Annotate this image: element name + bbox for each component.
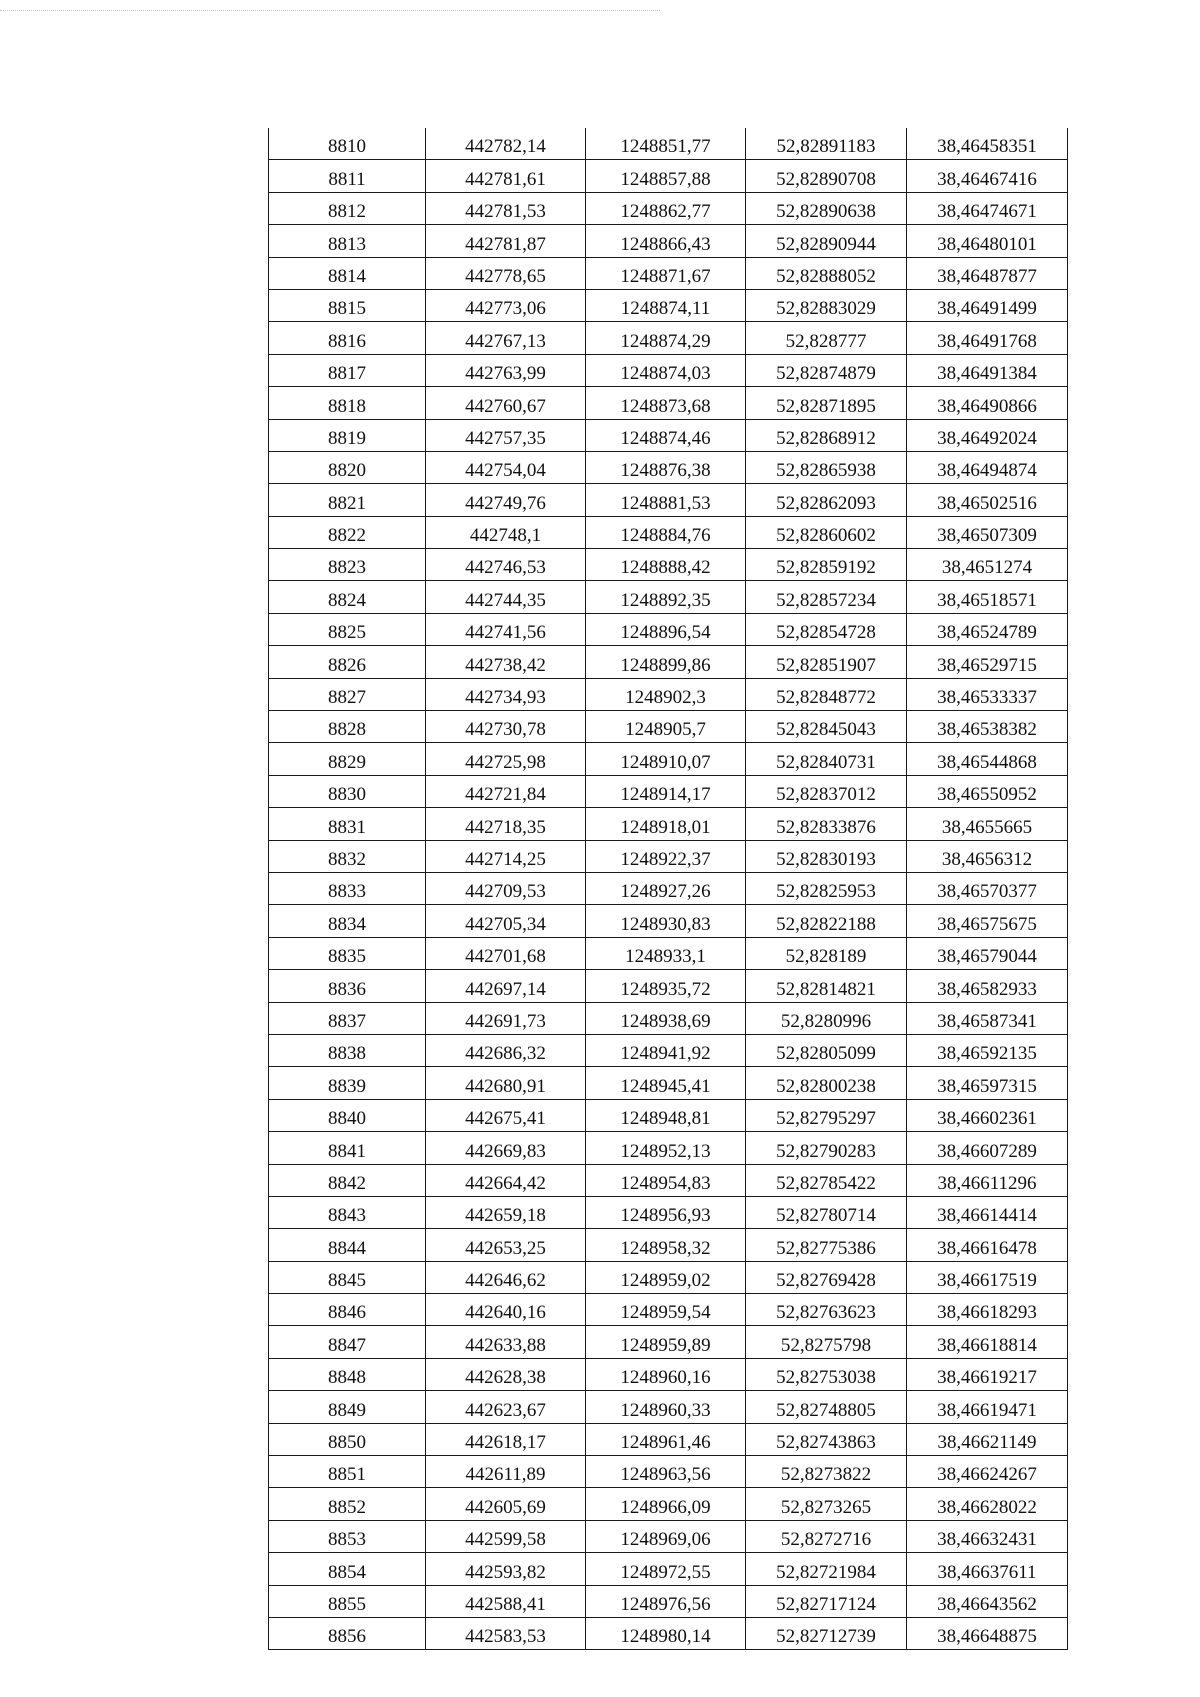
table-row [269,419,1068,451]
longitude-cell: 38,46491768 [907,322,1068,354]
x-coordinate-cell: 442741,56 [426,613,586,645]
point-number-cell: 8825 [269,613,426,645]
x-coordinate-cell: 442583,53 [426,1617,586,1649]
table-row [269,387,1068,419]
x-coordinate-cell: 442709,53 [426,872,586,904]
x-coordinate-cell: 442781,87 [426,225,586,257]
latitude-cell: 52,82712739 [746,1617,907,1649]
point-number-cell: 8839 [269,1067,426,1099]
latitude-cell: 52,82753038 [746,1358,907,1390]
x-coordinate-cell: 442705,34 [426,905,586,937]
table-row [269,743,1068,775]
latitude-cell: 52,82868912 [746,419,907,451]
table-row [269,1358,1068,1390]
point-number-cell: 8849 [269,1391,426,1423]
latitude-cell: 52,82822188 [746,905,907,937]
x-coordinate-cell: 442686,32 [426,1034,586,1066]
table-row [269,1617,1068,1649]
y-coordinate-cell: 1248972,55 [586,1553,746,1585]
table-row [269,840,1068,872]
table-row [269,1067,1068,1099]
latitude-cell: 52,82748805 [746,1391,907,1423]
latitude-cell: 52,82840731 [746,743,907,775]
point-number-cell: 8836 [269,970,426,1002]
table-row [269,322,1068,354]
y-coordinate-cell: 1248945,41 [586,1067,746,1099]
y-coordinate-cell: 1248960,16 [586,1358,746,1390]
longitude-cell: 38,46544868 [907,743,1068,775]
longitude-cell: 38,46648875 [907,1617,1068,1649]
longitude-cell: 38,46494874 [907,451,1068,483]
point-number-cell: 8817 [269,354,426,386]
table-row [269,1391,1068,1423]
point-number-cell: 8854 [269,1553,426,1585]
table-row [269,1553,1068,1585]
y-coordinate-cell: 1248969,06 [586,1520,746,1552]
x-coordinate-cell: 442611,89 [426,1456,586,1488]
x-coordinate-cell: 442628,38 [426,1358,586,1390]
longitude-cell: 38,46487877 [907,257,1068,289]
y-coordinate-cell: 1248941,92 [586,1034,746,1066]
latitude-cell: 52,82888052 [746,257,907,289]
point-number-cell: 8818 [269,387,426,419]
latitude-cell: 52,8273265 [746,1488,907,1520]
longitude-cell: 38,46632431 [907,1520,1068,1552]
latitude-cell: 52,82780714 [746,1196,907,1228]
x-coordinate-cell: 442757,35 [426,419,586,451]
table-row [269,128,1068,160]
longitude-cell: 38,46491499 [907,289,1068,321]
point-number-cell: 8826 [269,646,426,678]
point-number-cell: 8845 [269,1261,426,1293]
point-number-cell: 8844 [269,1229,426,1261]
y-coordinate-cell: 1248905,7 [586,711,746,743]
point-number-cell: 8855 [269,1585,426,1617]
table-row [269,775,1068,807]
table-row [269,484,1068,516]
latitude-cell: 52,82860602 [746,516,907,548]
point-number-cell: 8848 [269,1358,426,1390]
y-coordinate-cell: 1248896,54 [586,613,746,645]
y-coordinate-cell: 1248980,14 [586,1617,746,1649]
longitude-cell: 38,46570377 [907,872,1068,904]
longitude-cell: 38,46643562 [907,1585,1068,1617]
x-coordinate-cell: 442599,58 [426,1520,586,1552]
point-number-cell: 8824 [269,581,426,613]
longitude-cell: 38,46618814 [907,1326,1068,1358]
latitude-cell: 52,82775386 [746,1229,907,1261]
x-coordinate-cell: 442748,1 [426,516,586,548]
longitude-cell: 38,46637611 [907,1553,1068,1585]
table-row [269,808,1068,840]
latitude-cell: 52,82857234 [746,581,907,613]
x-coordinate-cell: 442778,65 [426,257,586,289]
longitude-cell: 38,46538382 [907,711,1068,743]
y-coordinate-cell: 1248922,37 [586,840,746,872]
longitude-cell: 38,46529715 [907,646,1068,678]
x-coordinate-cell: 442680,91 [426,1067,586,1099]
point-number-cell: 8847 [269,1326,426,1358]
point-number-cell: 8846 [269,1294,426,1326]
y-coordinate-cell: 1248954,83 [586,1164,746,1196]
longitude-cell: 38,4651274 [907,549,1068,581]
longitude-cell: 38,46587341 [907,1002,1068,1034]
latitude-cell: 52,82874879 [746,354,907,386]
longitude-cell: 38,46624267 [907,1456,1068,1488]
x-coordinate-cell: 442714,25 [426,840,586,872]
x-coordinate-cell: 442734,93 [426,678,586,710]
point-number-cell: 8841 [269,1132,426,1164]
x-coordinate-cell: 442749,76 [426,484,586,516]
table-row [269,192,1068,224]
x-coordinate-cell: 442659,18 [426,1196,586,1228]
point-number-cell: 8815 [269,289,426,321]
longitude-cell: 38,46518571 [907,581,1068,613]
table-row [269,451,1068,483]
x-coordinate-cell: 442721,84 [426,775,586,807]
table-row [269,1585,1068,1617]
table-row [269,1456,1068,1488]
latitude-cell: 52,82851907 [746,646,907,678]
x-coordinate-cell: 442773,06 [426,289,586,321]
x-coordinate-cell: 442593,82 [426,1553,586,1585]
y-coordinate-cell: 1248938,69 [586,1002,746,1034]
longitude-cell: 38,46490866 [907,387,1068,419]
x-coordinate-cell: 442718,35 [426,808,586,840]
y-coordinate-cell: 1248888,42 [586,549,746,581]
longitude-cell: 38,46628022 [907,1488,1068,1520]
y-coordinate-cell: 1248958,32 [586,1229,746,1261]
y-coordinate-cell: 1248862,77 [586,192,746,224]
point-number-cell: 8811 [269,160,426,192]
x-coordinate-cell: 442730,78 [426,711,586,743]
table-row [269,160,1068,192]
y-coordinate-cell: 1248959,54 [586,1294,746,1326]
y-coordinate-cell: 1248899,86 [586,646,746,678]
table-row [269,354,1068,386]
point-number-cell: 8828 [269,711,426,743]
table-row [269,1132,1068,1164]
latitude-cell: 52,82805099 [746,1034,907,1066]
latitude-cell: 52,82814821 [746,970,907,1002]
point-number-cell: 8816 [269,322,426,354]
x-coordinate-cell: 442781,53 [426,192,586,224]
point-number-cell: 8838 [269,1034,426,1066]
coordinates-table-body [269,128,1068,1650]
x-coordinate-cell: 442640,16 [426,1294,586,1326]
table-row [269,1261,1068,1293]
longitude-cell: 38,46597315 [907,1067,1068,1099]
table-row [269,1164,1068,1196]
table-row [269,646,1068,678]
x-coordinate-cell: 442588,41 [426,1585,586,1617]
x-coordinate-cell: 442653,25 [426,1229,586,1261]
y-coordinate-cell: 1248874,03 [586,354,746,386]
point-number-cell: 8850 [269,1423,426,1455]
longitude-cell: 38,46592135 [907,1034,1068,1066]
longitude-cell: 38,46502516 [907,484,1068,516]
y-coordinate-cell: 1248851,77 [586,128,746,160]
longitude-cell: 38,46507309 [907,516,1068,548]
longitude-cell: 38,46458351 [907,128,1068,160]
y-coordinate-cell: 1248935,72 [586,970,746,1002]
table-row [269,711,1068,743]
longitude-cell: 38,46550952 [907,775,1068,807]
coordinates-table [268,128,1068,1650]
latitude-cell: 52,82845043 [746,711,907,743]
table-row [269,289,1068,321]
longitude-cell: 38,46474671 [907,192,1068,224]
latitude-cell: 52,82717124 [746,1585,907,1617]
table-row [269,1034,1068,1066]
latitude-cell: 52,82854728 [746,613,907,645]
longitude-cell: 38,46611296 [907,1164,1068,1196]
point-number-cell: 8819 [269,419,426,451]
longitude-cell: 38,4655665 [907,808,1068,840]
longitude-cell: 38,46492024 [907,419,1068,451]
longitude-cell: 38,46619471 [907,1391,1068,1423]
longitude-cell: 38,46579044 [907,937,1068,969]
y-coordinate-cell: 1248927,26 [586,872,746,904]
table-row [269,257,1068,289]
table-row [269,678,1068,710]
x-coordinate-cell: 442646,62 [426,1261,586,1293]
x-coordinate-cell: 442605,69 [426,1488,586,1520]
latitude-cell: 52,82800238 [746,1067,907,1099]
latitude-cell: 52,82743863 [746,1423,907,1455]
latitude-cell: 52,8272716 [746,1520,907,1552]
y-coordinate-cell: 1248966,09 [586,1488,746,1520]
x-coordinate-cell: 442691,73 [426,1002,586,1034]
point-number-cell: 8830 [269,775,426,807]
longitude-cell: 38,46616478 [907,1229,1068,1261]
y-coordinate-cell: 1248892,35 [586,581,746,613]
x-coordinate-cell: 442760,67 [426,387,586,419]
table-row [269,905,1068,937]
x-coordinate-cell: 442763,99 [426,354,586,386]
point-number-cell: 8837 [269,1002,426,1034]
point-number-cell: 8851 [269,1456,426,1488]
longitude-cell: 38,46533337 [907,678,1068,710]
latitude-cell: 52,8273822 [746,1456,907,1488]
table-row [269,549,1068,581]
latitude-cell: 52,82890638 [746,192,907,224]
point-number-cell: 8843 [269,1196,426,1228]
latitude-cell: 52,82890944 [746,225,907,257]
y-coordinate-cell: 1248918,01 [586,808,746,840]
y-coordinate-cell: 1248910,07 [586,743,746,775]
table-row [269,1520,1068,1552]
longitude-cell: 38,46575675 [907,905,1068,937]
x-coordinate-cell: 442754,04 [426,451,586,483]
longitude-cell: 38,46619217 [907,1358,1068,1390]
latitude-cell: 52,828777 [746,322,907,354]
latitude-cell: 52,82825953 [746,872,907,904]
y-coordinate-cell: 1248959,02 [586,1261,746,1293]
y-coordinate-cell: 1248874,46 [586,419,746,451]
point-number-cell: 8831 [269,808,426,840]
y-coordinate-cell: 1248956,93 [586,1196,746,1228]
table-row [269,1326,1068,1358]
longitude-cell: 38,46602361 [907,1099,1068,1131]
latitude-cell: 52,82891183 [746,128,907,160]
table-row [269,1002,1068,1034]
y-coordinate-cell: 1248948,81 [586,1099,746,1131]
latitude-cell: 52,82833876 [746,808,907,840]
y-coordinate-cell: 1248930,83 [586,905,746,937]
y-coordinate-cell: 1248874,11 [586,289,746,321]
table-row [269,1488,1068,1520]
y-coordinate-cell: 1248874,29 [586,322,746,354]
scan-artifact-line [0,10,660,11]
point-number-cell: 8820 [269,451,426,483]
y-coordinate-cell: 1248871,67 [586,257,746,289]
point-number-cell: 8834 [269,905,426,937]
point-number-cell: 8832 [269,840,426,872]
y-coordinate-cell: 1248976,56 [586,1585,746,1617]
x-coordinate-cell: 442738,42 [426,646,586,678]
x-coordinate-cell: 442633,88 [426,1326,586,1358]
latitude-cell: 52,82890708 [746,160,907,192]
point-number-cell: 8856 [269,1617,426,1649]
longitude-cell: 38,4656312 [907,840,1068,872]
table-row [269,1099,1068,1131]
point-number-cell: 8822 [269,516,426,548]
latitude-cell: 52,82883029 [746,289,907,321]
x-coordinate-cell: 442675,41 [426,1099,586,1131]
table-row [269,1423,1068,1455]
table-row [269,1229,1068,1261]
y-coordinate-cell: 1248884,76 [586,516,746,548]
latitude-cell: 52,82871895 [746,387,907,419]
longitude-cell: 38,46618293 [907,1294,1068,1326]
longitude-cell: 38,46614414 [907,1196,1068,1228]
x-coordinate-cell: 442767,13 [426,322,586,354]
latitude-cell: 52,82795297 [746,1099,907,1131]
x-coordinate-cell: 442701,68 [426,937,586,969]
longitude-cell: 38,46524789 [907,613,1068,645]
x-coordinate-cell: 442782,14 [426,128,586,160]
x-coordinate-cell: 442697,14 [426,970,586,1002]
y-coordinate-cell: 1248876,38 [586,451,746,483]
y-coordinate-cell: 1248933,1 [586,937,746,969]
latitude-cell: 52,8280996 [746,1002,907,1034]
table-row [269,1196,1068,1228]
y-coordinate-cell: 1248960,33 [586,1391,746,1423]
point-number-cell: 8835 [269,937,426,969]
longitude-cell: 38,46491384 [907,354,1068,386]
x-coordinate-cell: 442623,67 [426,1391,586,1423]
y-coordinate-cell: 1248857,88 [586,160,746,192]
latitude-cell: 52,82769428 [746,1261,907,1293]
point-number-cell: 8840 [269,1099,426,1131]
table-row [269,937,1068,969]
x-coordinate-cell: 442744,35 [426,581,586,613]
table-row [269,516,1068,548]
point-number-cell: 8823 [269,549,426,581]
point-number-cell: 8852 [269,1488,426,1520]
point-number-cell: 8814 [269,257,426,289]
table-row [269,872,1068,904]
y-coordinate-cell: 1248881,53 [586,484,746,516]
y-coordinate-cell: 1248873,68 [586,387,746,419]
point-number-cell: 8827 [269,678,426,710]
longitude-cell: 38,46617519 [907,1261,1068,1293]
y-coordinate-cell: 1248961,46 [586,1423,746,1455]
y-coordinate-cell: 1248959,89 [586,1326,746,1358]
latitude-cell: 52,82862093 [746,484,907,516]
latitude-cell: 52,828189 [746,937,907,969]
table-row [269,970,1068,1002]
longitude-cell: 38,46621149 [907,1423,1068,1455]
latitude-cell: 52,82790283 [746,1132,907,1164]
table-row [269,581,1068,613]
point-number-cell: 8810 [269,128,426,160]
y-coordinate-cell: 1248866,43 [586,225,746,257]
latitude-cell: 52,82763623 [746,1294,907,1326]
latitude-cell: 52,82859192 [746,549,907,581]
latitude-cell: 52,82830193 [746,840,907,872]
latitude-cell: 52,82837012 [746,775,907,807]
latitude-cell: 52,82848772 [746,678,907,710]
longitude-cell: 38,46607289 [907,1132,1068,1164]
y-coordinate-cell: 1248952,13 [586,1132,746,1164]
point-number-cell: 8833 [269,872,426,904]
x-coordinate-cell: 442664,42 [426,1164,586,1196]
point-number-cell: 8842 [269,1164,426,1196]
x-coordinate-cell: 442618,17 [426,1423,586,1455]
y-coordinate-cell: 1248963,56 [586,1456,746,1488]
table-row [269,613,1068,645]
table-row [269,225,1068,257]
latitude-cell: 52,8275798 [746,1326,907,1358]
longitude-cell: 38,46480101 [907,225,1068,257]
x-coordinate-cell: 442669,83 [426,1132,586,1164]
point-number-cell: 8853 [269,1520,426,1552]
latitude-cell: 52,82865938 [746,451,907,483]
table-row [269,1294,1068,1326]
latitude-cell: 52,82721984 [746,1553,907,1585]
y-coordinate-cell: 1248902,3 [586,678,746,710]
y-coordinate-cell: 1248914,17 [586,775,746,807]
x-coordinate-cell: 442725,98 [426,743,586,775]
point-number-cell: 8813 [269,225,426,257]
longitude-cell: 38,46467416 [907,160,1068,192]
point-number-cell: 8829 [269,743,426,775]
latitude-cell: 52,82785422 [746,1164,907,1196]
x-coordinate-cell: 442746,53 [426,549,586,581]
point-number-cell: 8821 [269,484,426,516]
point-number-cell: 8812 [269,192,426,224]
x-coordinate-cell: 442781,61 [426,160,586,192]
longitude-cell: 38,46582933 [907,970,1068,1002]
